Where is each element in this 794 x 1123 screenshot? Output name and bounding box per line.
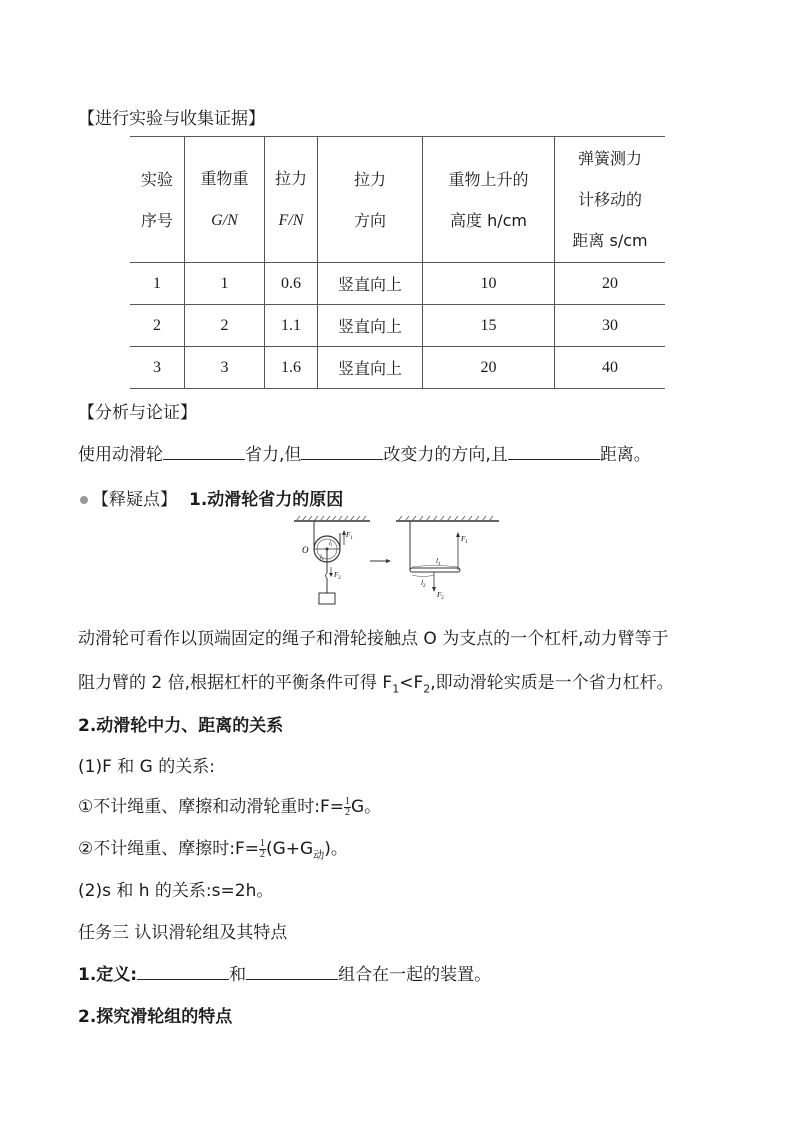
task3-title: 任务三 认识滑轮组及其特点 — [78, 923, 288, 943]
table-row — [130, 347, 665, 389]
table-cell: 竖直向上 — [318, 305, 423, 347]
lever-f1-label: $F_1$ — [461, 535, 468, 545]
table-header-row — [130, 137, 665, 263]
table-cell: 3 — [185, 347, 265, 389]
lever-l2-label: $l_2$ — [421, 579, 426, 589]
table-cell: 1.1 — [265, 305, 318, 347]
pulley-lever-figure — [288, 515, 503, 607]
table-cell: 3 — [130, 347, 185, 389]
fraction-half: $\frac{1}{2}$ — [260, 837, 265, 860]
fill-blank[interactable] — [137, 963, 229, 980]
table-cell: 20 — [423, 347, 555, 389]
table-row — [130, 263, 665, 305]
fraction-half: $\frac{1}{2}$ — [345, 795, 350, 818]
doubt-paragraph-line1: 动滑轮可看作以顶端固定的绳子和滑轮接触点 O 为支点的一个杠杆,动力臂等于 — [78, 629, 669, 649]
doubt-badge: 【释疑点】 — [92, 490, 177, 510]
table-cell: 15 — [423, 305, 555, 347]
bullet-icon — [80, 496, 88, 504]
table-row — [130, 305, 665, 347]
header-cell: 拉力 方向 — [318, 137, 423, 263]
table-cell: 0.6 — [265, 263, 318, 305]
task3-explore: 2.探究滑轮组的特点 — [78, 1007, 233, 1027]
doubt-title: 1.动滑轮省力的原因 — [189, 490, 344, 510]
table-cell: 1.6 — [265, 347, 318, 389]
table-cell: 2 — [130, 305, 185, 347]
header-cell: 重物重 G/N — [185, 137, 265, 263]
relation-item2: (2)s 和 h 的关系:s=2h。 — [78, 881, 274, 901]
f2-label: $F_2$ — [334, 571, 341, 581]
header-cell: 重物上升的 高度 h/cm — [423, 137, 555, 263]
header-cell: 拉力 F/N — [265, 137, 318, 263]
doubt-heading — [80, 485, 343, 510]
table-cell: 2 — [185, 305, 265, 347]
header-cell: 弹簧测力 计移动的 距离 s/cm — [555, 137, 666, 263]
l2-label: l2 — [320, 555, 324, 561]
relation-title: 2.动滑轮中力、距离的关系 — [78, 716, 284, 736]
lever-f2-label: $F_2$ — [437, 591, 444, 601]
table-cell: 1 — [130, 263, 185, 305]
table-cell: 10 — [423, 263, 555, 305]
table-cell: 30 — [555, 305, 666, 347]
analysis-sentence: 使用动滑轮 省力,但 改变力的方向,且 距离。 — [78, 445, 651, 465]
section-title-analysis: 【分析与论证】 — [78, 403, 197, 423]
table-cell: 竖直向上 — [318, 263, 423, 305]
fill-blank[interactable] — [301, 443, 383, 460]
fill-blank[interactable] — [163, 443, 245, 460]
table-cell: 20 — [555, 263, 666, 305]
fill-blank[interactable] — [508, 443, 600, 460]
fill-blank[interactable] — [246, 963, 338, 980]
table-cell: 竖直向上 — [318, 347, 423, 389]
lever-l1-label: $l_1$ — [436, 557, 441, 567]
relation-item1b: ②不计绳重、摩擦时:F= $\frac{1}{2}$ $(G+G_动)$。 — [78, 837, 348, 862]
header-cell: 实验 序号 — [130, 137, 185, 263]
pivot-label: O — [302, 545, 309, 555]
l1-label: l1 — [329, 541, 333, 547]
task3-definition: 1.定义: 和 组合在一起的装置。 — [78, 965, 492, 985]
doubt-paragraph-line2: 阻力臂的 2 倍,根据杠杆的平衡条件可得 $F_1<F_2$,即动滑轮实质是一个省力杠杆。 — [78, 673, 674, 696]
experiment-table — [130, 136, 665, 389]
relation-item1a: ①不计绳重、摩擦和动滑轮重时:F= $\frac{1}{2}$ G。 — [78, 795, 382, 818]
f1-label: $F_1$ — [346, 531, 353, 541]
relation-item1: (1)F 和 G 的关系: — [78, 757, 215, 777]
table-cell: 1 — [185, 263, 265, 305]
section-title-experiment: 【进行实验与收集证据】 — [78, 109, 265, 129]
table-cell: 40 — [555, 347, 666, 389]
